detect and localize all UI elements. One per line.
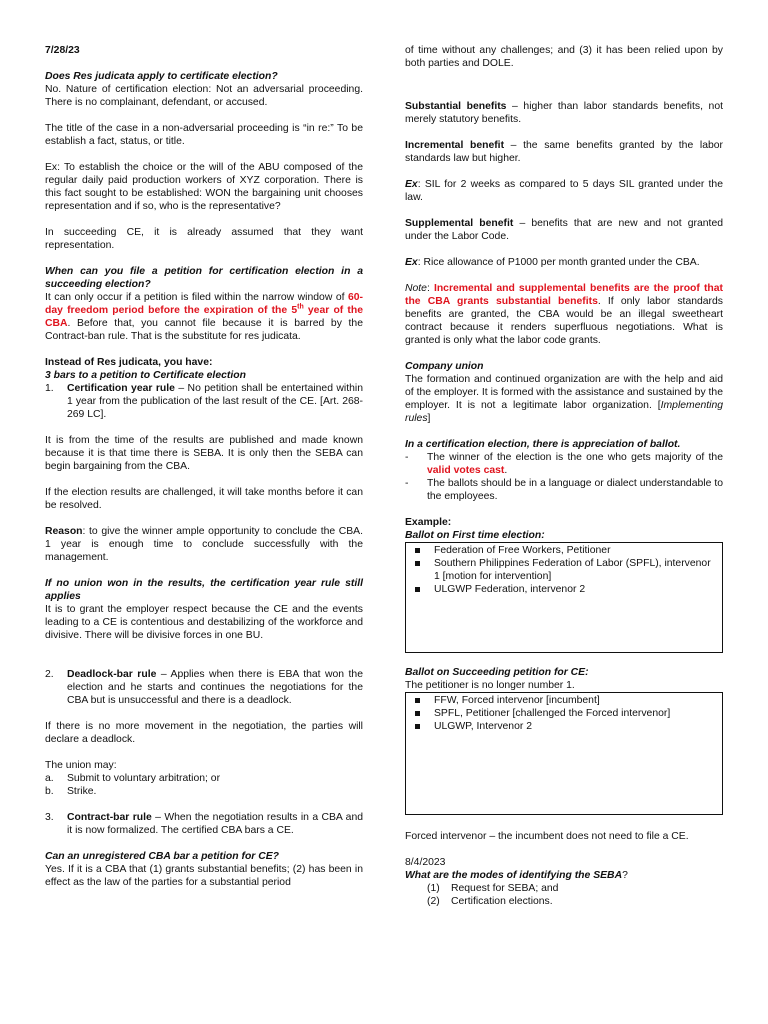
example-sil-paragraph: Ex: SIL for 2 weeks as compared to 5 days SIL granted under the law. [405,179,723,203]
question-no-union: If no union won in the results, the certification year rule still applies [45,578,363,602]
ballot-points-list [405,451,723,503]
ballot-point: - The winner of the election is the one who gets majority of the valid votes cast. [405,452,723,476]
ballot-succeeding-heading: Ballot on Succeeding petition for CE: [405,667,589,678]
ballot-succeeding-box [405,692,723,815]
example-rice-paragraph: Ex: Rice allowance of P1000 per month granted under the CBA. [405,257,700,268]
example-paragraph: Ex: To establish the choice or the will of the ABU composed of the regular daily paid production workers of XYZ corporation. There is this fact sought to be established: WON the bargaining unit chooses representation and if so, who is the representative? [45,162,363,212]
company-union-heading: Company union [405,361,484,372]
substantial-benefits-paragraph: Substantial benefits – higher than labor standards benefits, not merely statutory benefits. [405,101,723,125]
mode-item: (1) Request for SEBA; and [427,883,559,894]
modes-list [405,882,723,908]
ballot-succeeding-sub: The petitioner is no longer number 1. [405,680,575,691]
union-option: b. Strike. [45,786,97,797]
reason-paragraph: Reason: to give the winner ample opportunity to conclude the CBA. 1 year is enough time to conclude successfully with the management. [45,526,363,563]
answer-res-judicata: No. Nature of certification election: Not an adversarial proceeding. There is no complainant, defendant, or accused. [45,84,363,108]
answer-when-file: It can only occur if a petition is filed within the narrow window of 60-day freedom period before the expiration of the 5th year of the CBA. Before that, you cannot file because it is barred by the Contract-ban rule. That is the substitute for res judicata. [45,292,363,342]
certification-year-rule: 1. Certification year rule – No petition shall be entertained within 1 year from the publication of the last result of the CE. [Art. 268-269 LC]. [45,383,363,420]
left-column [45,44,363,889]
ballot-entry: SPFL, Petitioner [challenged the Forced intervenor] [410,707,718,720]
date-heading: 7/28/23 [45,45,80,56]
union-option: a. Submit to voluntary arbitration; or [45,773,221,784]
mode-item: (2) Certification elections. [427,896,553,907]
continuation-paragraph: of time without any challenges; and (3) it has been relied upon by both parties and DOLE. [405,45,723,69]
ballot-entry: FFW, Forced intervenor [incumbent] [410,694,718,707]
note-highlight: Incremental and supplemental benefits are the proof that the CBA grants substantial benefits [405,283,723,307]
deadlock-bar-rule: 2. Deadlock-bar rule – Applies when there is EBA that won the election and he starts and continues the negotiations for the CBA but is unsuccessful and there is a deadlock. [45,669,363,706]
rule-3-list [45,811,363,837]
contract-bar-rule: 3. Contract-bar rule – When the negotiation results in a CBA and it is now formalized. The certified CBA bars a CE. [45,812,363,836]
freedom-period-highlight: 60-day freedom period before the expiration of the 5th year of the CBA [45,292,363,329]
bullet-square-icon [415,587,420,592]
example-heading: Example: [405,517,452,528]
ballot-first-box [405,542,723,653]
appreciation-heading: In a certification election, there is appreciation of ballot. [405,439,681,450]
rule-1-list [45,382,363,421]
bullet-square-icon [415,724,420,729]
seba-paragraph: It is from the time of the results are published and made known because it is that time there is SEBA. It is only then the SEBA can begin bargaining from the CBA. [45,435,363,472]
succeeding-paragraph: In succeeding CE, it is already assumed that they want representation. [45,227,363,251]
date-2: 8/4/2023 [405,857,446,868]
union-may-label: The union may: [45,760,117,771]
forced-intervenor-paragraph: Forced intervenor – the incumbent does not need to file a CE. [405,831,689,842]
bullet-square-icon [415,698,420,703]
question-modes-seba: What are the modes of identifying the SEBA? [405,870,628,881]
question-unregistered-cba: Can an unregistered CBA bar a petition for CE? [45,851,280,862]
union-options-list [45,772,363,798]
right-column [405,44,723,908]
bullet-square-icon [415,711,420,716]
title-paragraph: The title of the case in a non-adversarial proceeding is “in re:” To be establish a fact, status, or title. [45,123,363,147]
bars-heading: 3 bars to a petition to Certificate election [45,370,246,381]
rule-2-list [45,668,363,707]
ballot-point: - The ballots should be in a language or dialect understandable to the employees. [405,478,723,502]
bullet-square-icon [415,561,420,566]
supplemental-benefit-paragraph: Supplemental benefit – benefits that are new and not granted under the Labor Code. [405,218,723,242]
answer-no-union: It is to grant the employer respect because the CE and the events leading to a CE is contentious and destabilizing of the workforce and divisive. There will be divisive forces in one BU. [45,604,363,641]
challenged-paragraph: If the election results are challenged, it will take months before it can be resolved. [45,487,363,511]
no-movement-paragraph: If there is no more movement in the negotiation, the parties will declare a deadlock. [45,721,363,745]
ballot-entry: ULGWP, Intervenor 2 [410,720,718,733]
company-union-paragraph: The formation and continued organization are with the help and aid of the employer. It is formed with the assistance and sustained by the employer. It is not a legitimate labor organization. [Implementing rules] [405,374,723,424]
ballot-entry: Federation of Free Workers, Petitioner [410,544,718,557]
incremental-benefit-paragraph: Incremental benefit – the same benefits granted by the labor standards law but higher. [405,140,723,164]
note-paragraph: Note: Incremental and supplemental benefits are the proof that the CBA grants substantial benefits. If only labor standards benefits are granted, the CBA would be an illegal sweetheart contract because it renders superfluous negotiations. What is granted is only what the labor code grants. [405,283,723,346]
ballot-entry: Southern Philippines Federation of Labor (SPFL), intervenor 1 [motion for intervention] [410,557,718,583]
bullet-square-icon [415,548,420,553]
question-when-file: When can you file a petition for certification election in a succeeding election? [45,266,363,290]
question-res-judicata: Does Res judicata apply to certificate election? [45,71,278,82]
ballot-entry: ULGWP Federation, intervenor 2 [410,583,718,596]
answer-unregistered-cba: Yes. If it is a CBA that (1) grants substantial benefits; (2) has been in effect as the law of the parties for a substantial period [45,864,363,888]
instead-heading: Instead of Res judicata, you have: [45,357,213,368]
ballot-first-heading: Ballot on First time election: [405,530,545,541]
